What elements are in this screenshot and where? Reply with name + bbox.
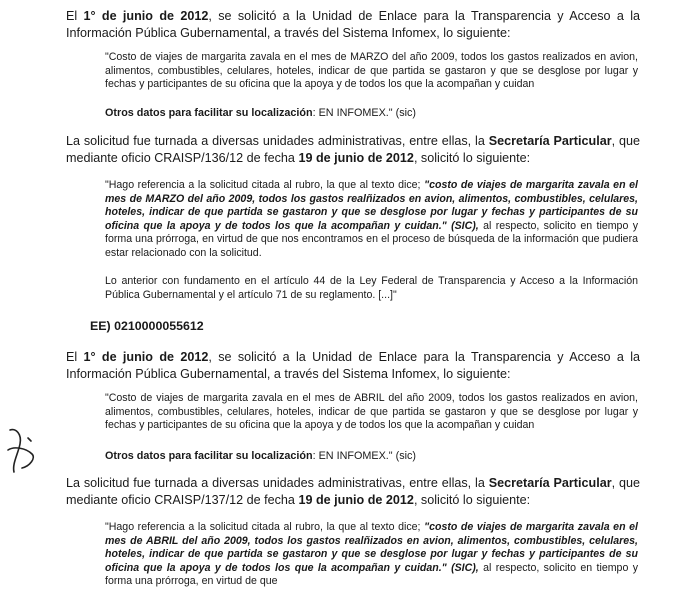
paragraph-request-2 [66,349,640,382]
unit-name: Secretaría Particular [488,134,612,148]
other-data-label: Otros datos para facilitar su localización [105,107,313,119]
text: al respecto, solicito en tiempo y forma una prórroga, en virtud de que [105,561,638,588]
other-data-2 [105,450,638,464]
office-date: 19 de junio de 2012 [298,492,414,507]
request-date: 1° de junio de 2012 [83,9,209,23]
text: al respecto, solicito en tiempo y forma una prórroga, en virtud de que nos encontramos en el proceso de búsqueda de la información que pudiera estar relacionado con la solicitud. [105,219,638,259]
paragraph-request-1 [66,8,640,41]
handwritten-initial [2,420,42,480]
text: "Hago referencia a la solicitud citada al rubro, la que al texto dice; [105,179,425,191]
quote-request-abril: "Costo de viajes de margarita zavala en el mes de ABRIL del año 2009, todos los gastos realizados en avion, alimentos, combustibles, celulares, hoteles, indicar de que partida se gastaron y que se desglose por lugar y fechas y participantes de su oficina que la apoya y de todos los que la acompañan y cuidan [105,392,638,432]
other-data-label: Otros datos para facilitar su localización [105,450,313,462]
text: , se solicitó a la Unidad de Enlace para la Transparencia y Acceso a la Información Pública Gubernamental, a través del Sistema Infomex, lo siguiente: [66,9,640,40]
unit-name: Secretaría Particular [488,476,612,490]
quote-prorroga-1 [105,179,638,261]
text: El [66,350,84,364]
paragraph-turnada-2 [66,475,640,508]
text: , solicitó lo siguiente: [413,150,531,165]
quote-prorroga-2 [105,521,638,589]
text: , solicitó lo siguiente: [413,492,531,507]
other-data-value: : EN INFOMEX." (sic) [312,107,417,119]
request-date: 1° de junio de 2012 [83,350,209,364]
quoted-request: "costo de viajes de margarita zavala en el mes de ABRIL del año 2009, todos los gastos realñizados en avion, alimentos, combustibles, celulares, hoteles, indicar de que partida se gastaron y que se desglose por lugar y fechas y participantes de su oficina que la apoya y de todos los que la acompañan y cuidan." (SIC), [105,521,638,574]
text: , se solicitó a la Unidad de Enlace para la Transparencia y Acceso a la Información Pública Gubernamental, a través del Sistema Infomex, lo siguiente: [66,350,640,381]
text: , que mediante oficio CRAISP/137/12 de fecha [66,476,640,507]
text: La solicitud fue turnada a diversas unidades administrativas, entre ellas, la [66,476,489,490]
other-data-value: : EN INFOMEX." (sic) [312,450,417,462]
text: , que mediante oficio CRAISP/136/12 de fecha [66,134,640,165]
other-data-1 [105,107,638,121]
text: "Hago referencia a la solicitud citada al rubro, la que al texto dice; [105,521,425,533]
section-heading: EE) 0210000055612 [90,319,204,333]
paragraph-turnada-1 [66,133,640,166]
text: El [66,9,84,23]
office-date: 19 de junio de 2012 [298,150,414,165]
text: La solicitud fue turnada a diversas unidades administrativas, entre ellas, la [66,134,489,148]
quote-fundamento-1: Lo anterior con fundamento en el artículo 44 de la Ley Federal de Transparencia y Acceso a la Información Pública Gubernamental y el artículo 71 de su reglamento. [...]" [105,275,638,301]
quote-request-marzo: "Costo de viajes de margarita zavala en el mes de MARZO del año 2009, todos los gastos realizados en avion, alimentos, combustibles, celulares, hoteles, indicar de que partida se gastaron y que se desglose por lugar y fechas y participantes de su oficina que la apoya y de todos los que la acompañan y cuidan [105,51,638,91]
quoted-request: "costo de viajes de margarita zavala en el mes de MARZO del año 2009, todos los gastos realñizados en avion, alimentos, combustibles, celulares, hoteles, indicar de que partida se gastaron y que se desglose por lugar y fechas y participantes de su oficina que la apoya y de todos los que la acompañan y cuidan." (SIC), [105,179,638,232]
